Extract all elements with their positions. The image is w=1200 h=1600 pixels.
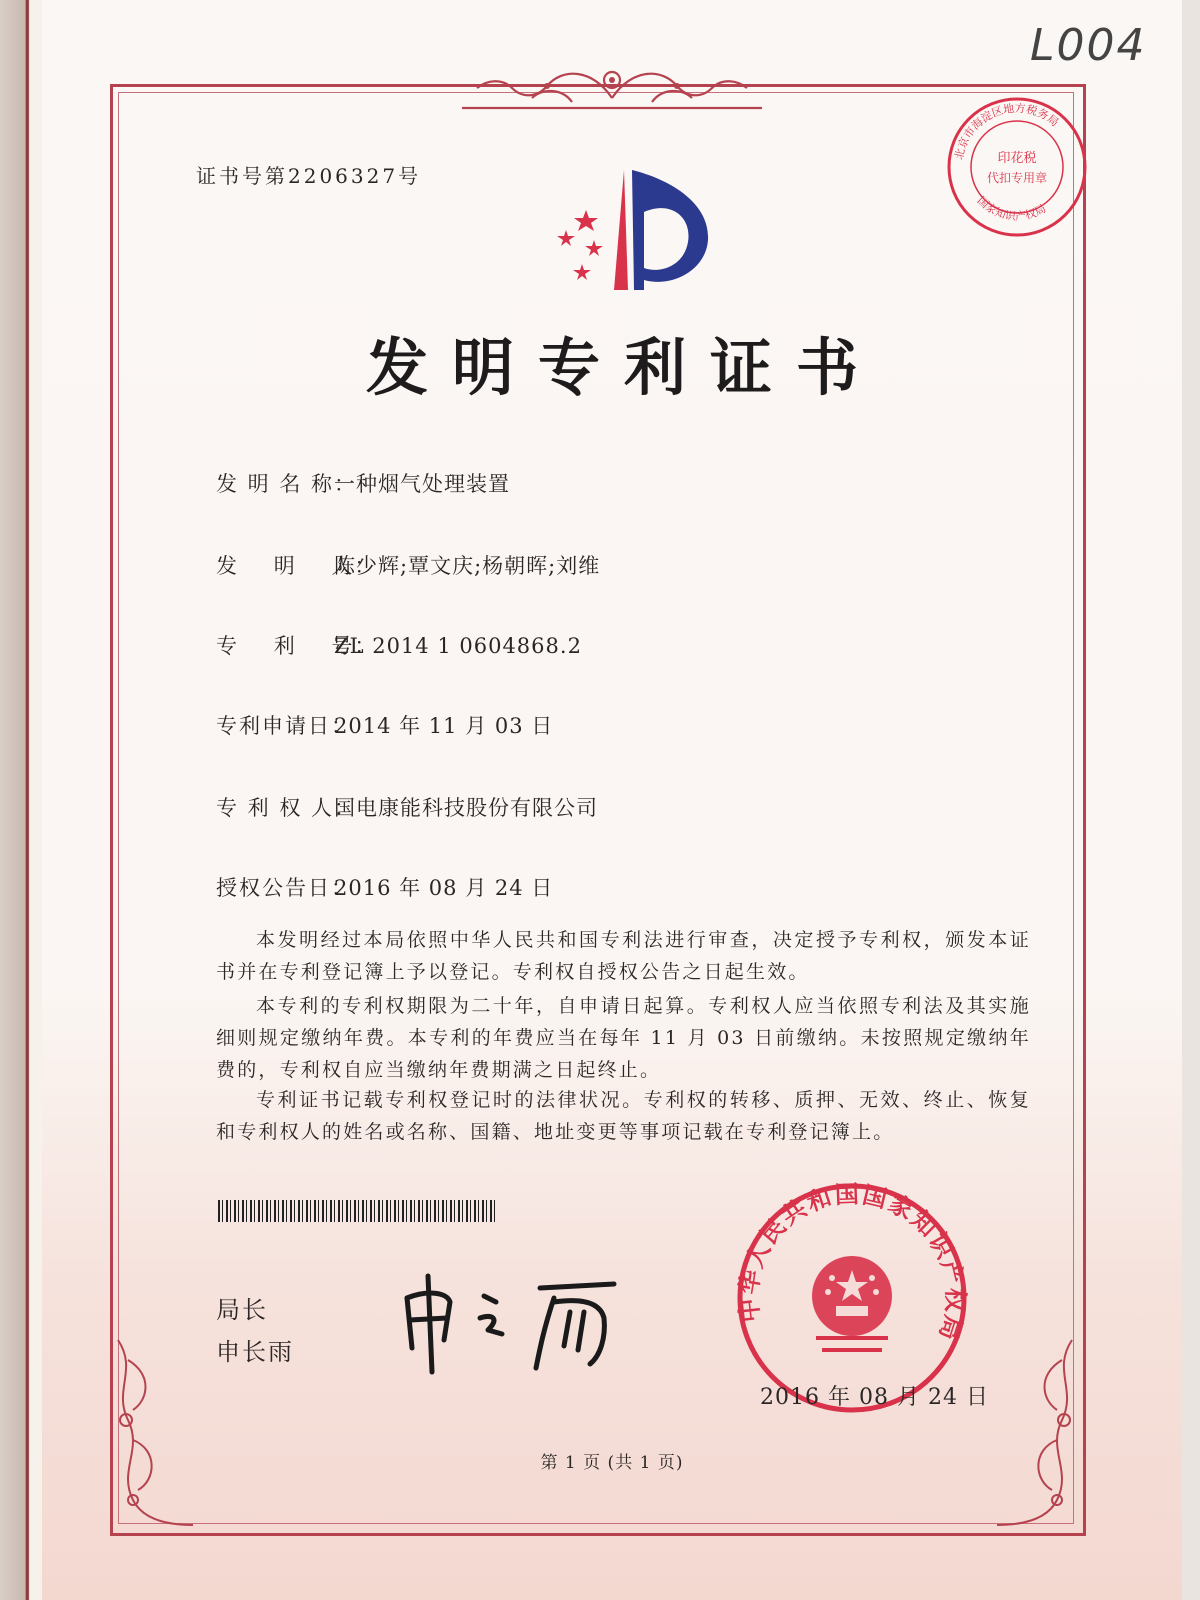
bottom-right-ornament — [972, 1330, 1092, 1540]
bottom-left-ornament — [98, 1330, 218, 1540]
director-name: 申长雨 — [216, 1338, 294, 1366]
page-number: 第 1 页 (共 1 页) — [540, 1453, 684, 1473]
application-date-field — [216, 710, 553, 740]
field-label: 发 明 人： — [216, 554, 378, 578]
svg-text:北京市海淀区地方税务局: 北京市海淀区地方税务局 — [952, 101, 1062, 161]
body-paragraph: 本专利的专利权期限为二十年，自申请日起算。专利权人应当依照专利法及其实施细则规定缴纳年费。本专利的年费应当在每年 11 月 03 日前缴纳。未按照规定缴纳年费的，专利权自应当缴纳年费期满之日起终止。 — [216, 995, 1031, 1081]
svg-text:印花税: 印花税 — [997, 151, 1037, 166]
invention-name-field — [216, 468, 510, 498]
binding-edge — [0, 0, 42, 1600]
svg-text:代扣专用章: 代扣专用章 — [986, 171, 1048, 185]
inventors-field — [216, 550, 600, 580]
field-label: 授权公告日： — [216, 876, 354, 900]
top-ornament — [452, 58, 772, 114]
patentee-field — [216, 792, 598, 822]
issue-date: 2016 年 08 月 24 日 — [760, 1385, 989, 1410]
grant-date-field — [216, 872, 553, 902]
field-label: 专利申请日： — [216, 714, 354, 738]
field-label: 发 明 名 称： — [216, 472, 358, 496]
certificate-number: 证书号第2206327号 — [196, 164, 422, 188]
field-value: 2014 年 11 月 03 日 — [334, 714, 554, 738]
director-title: 局长 — [216, 1296, 268, 1324]
barcode — [218, 1200, 498, 1222]
body-paragraph: 专利证书记载专利权登记时的法律状况。专利权的转移、质押、无效、终止、恢复和专利权人的姓名或名称、国籍、地址变更等事项记载在专利登记簿上。 — [216, 1089, 1031, 1143]
field-value: ZL 2014 1 0604868.2 — [334, 634, 582, 658]
tax-stamp-seal — [942, 92, 1092, 242]
director-signature — [392, 1268, 632, 1378]
field-label: 专 利 权 人： — [216, 796, 358, 820]
svg-text:中华人民共和国国家知识产权局: 中华人民共和国国家知识产权局 — [734, 1180, 970, 1346]
page-title: 发明专利证书 — [365, 331, 882, 404]
field-value: 陈少辉;覃文庆;杨朝晖;刘维 — [334, 554, 601, 578]
body-paragraph: 本发明经过本局依照中华人民共和国专利法进行审查，决定授予专利权，颁发本证书并在专利登记簿上予以登记。专利权自授权公告之日起生效。 — [216, 929, 1031, 983]
certificate-sheet — [42, 0, 1182, 1600]
sipo-logo — [542, 160, 722, 300]
field-value: 一种烟气处理装置 — [334, 472, 510, 496]
patent-number-field — [216, 630, 582, 660]
handwritten-note: L004 — [1030, 20, 1147, 71]
field-label: 专 利 号： — [216, 634, 378, 658]
field-value: 国电康能科技股份有限公司 — [334, 796, 598, 820]
field-value: 2016 年 08 月 24 日 — [334, 876, 554, 900]
svg-text:国家知识产权局: 国家知识产权局 — [974, 193, 1049, 223]
